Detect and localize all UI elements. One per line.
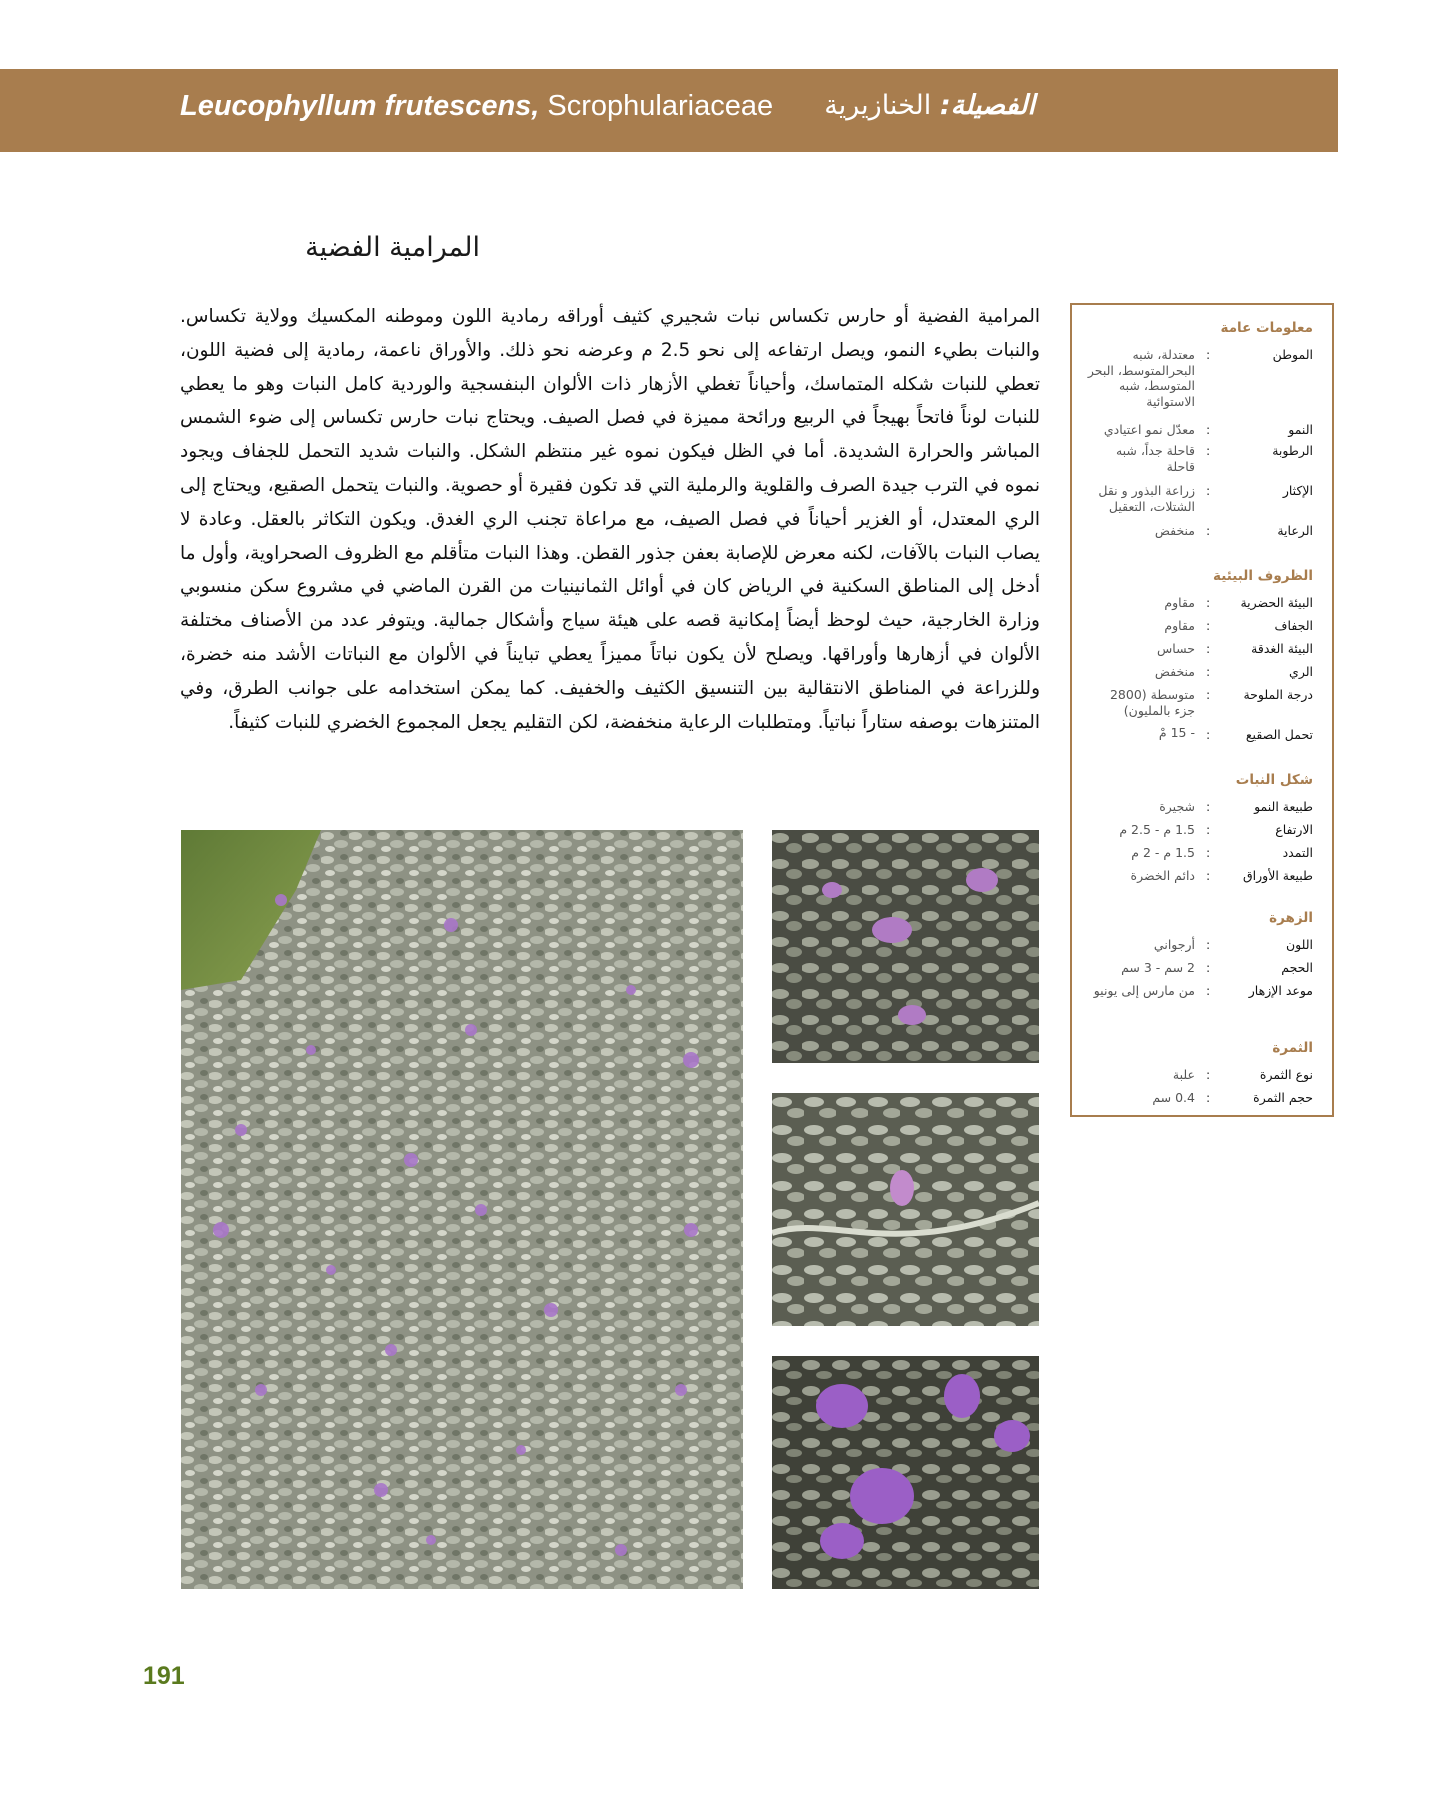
- info-value: قاحلة جداً، شبه قاحلة: [1115, 443, 1195, 474]
- info-colon: :: [1206, 483, 1211, 498]
- section-form-title: شكل النبات: [1235, 772, 1313, 788]
- info-colon: :: [1206, 641, 1211, 656]
- info-value: منخفض: [1154, 523, 1195, 538]
- info-value: 1.5 م - 2 م: [1131, 845, 1195, 860]
- info-value: حساس: [1157, 641, 1195, 656]
- info-colon: :: [1206, 595, 1211, 610]
- info-label: درجة الملوحة: [1243, 687, 1313, 702]
- photo-shrub-large: [181, 830, 743, 1589]
- info-colon: :: [1206, 799, 1211, 814]
- section-general-title: معلومات عامة: [1220, 320, 1313, 336]
- info-value: علبة: [1172, 1067, 1195, 1082]
- section-flower-title: الزهرة: [1269, 910, 1313, 926]
- info-value: شجيرة: [1159, 799, 1195, 814]
- info-value: - 15 مْ: [1158, 725, 1195, 740]
- scientific-name: Leucophyllum frutescens,: [180, 90, 540, 122]
- description-paragraph: المرامية الفضية أو حارس تكساس نبات شجيري كثيف أوراقه رمادية اللون وموطنه المكسيك وولاية تكساس. والنبات بطيء النمو، ويصل ارتفاعه إلى نحو 2.5 م وعرضه نحو ذلك. والأوراق ناعمة، رمادية إلى فضية اللون، تعطي للنبات شكله المتماسك، وأحياناً تغطي الأزهار ذات الألوان البنفسجية والوردية كامل النبات وهو ما يعطي للنبات لوناً فاتحاً بهيجاً في الربيع ورائحة مميزة في فصل الصيف. ويحتاج نبات حارس تكساس إلى ضوء الشمس المباشر والحرارة الشديدة. أما في الظل فيكون نموه غير منتظم الشكل. والنبات شديد التحمل للجفاف ويجود نموه في الترب جيدة الصرف والقلوية والرملية التي قد تكون فقيرة أو حصوية. والنبات يتحمل الصقيع، ويحتاج إلى الري المعتدل، أو الغزير أحياناً في فصل الصيف، مع مراعاة تجنب الري الغدق. ويكون التكاثر بالعقل. وعادة لا يصاب النبات بالآفات، لكنه معرض للإصابة بعفن جذور القطن. وهذا النبات متأقلم مع الظروف الصحراوية، وأول ما أدخل إلى المناطق السكنية في الرياض كان في أوائل الثمانينيات من القرن الماضي في مشروع سكن منسوبي وزارة الخارجية، حيث لوحظ أيضاً إمكانية قصه على هيئة سياج وأشكال جمالية. ويتوفر عدد من الأصناف مختلفة الألوان في أزهارها وأوراقها. ويصلح لأن يكون نباتاً مميزاً يعطي تبايناً في الألوان مع النباتات الأشد منه خضرة، وللزراعة في المناطق الانتقالية بين التنسيق الكثيف والخفيف. كما يمكن استخدامه على جوانب الطرق، وفي المتنزهات بوصفه ستاراً نباتياً. ومتطلبات الرعاية منخفضة، لكن التقليم يجعل المجموع الخضري للنبات كثيفاً.: [180, 306, 1040, 733]
- photo-stem-closeup-image: [772, 1093, 1039, 1326]
- photo-flowers-closeup-1-image: [772, 830, 1039, 1063]
- info-label: التمدد: [1282, 845, 1313, 860]
- photo-flowers-closeup-1: [772, 830, 1039, 1063]
- info-label: الارتفاع: [1275, 822, 1313, 837]
- info-label: اللون: [1285, 937, 1313, 952]
- info-value: معتدلة، شبه البحرالمتوسط، البحر المتوسط، شبه الاستوائية: [1087, 347, 1195, 409]
- info-colon: :: [1206, 868, 1211, 883]
- info-colon: :: [1206, 845, 1211, 860]
- info-value: من مارس إلى يونيو: [1093, 983, 1195, 998]
- photo-stem-closeup: [772, 1093, 1039, 1326]
- info-value: أرجواني: [1153, 937, 1195, 952]
- photo-shrub-large-image: [181, 830, 743, 1589]
- info-value: معدّل نمو اعتيادي: [1103, 422, 1195, 437]
- header-family-arabic: [800, 90, 1035, 121]
- info-value: زراعة البذور و نقل الشتلات، التعقيل: [1098, 483, 1195, 514]
- photo-flowers-closeup-2-image: [772, 1356, 1039, 1589]
- header-latin-name: [180, 90, 773, 123]
- info-colon: :: [1206, 822, 1211, 837]
- section-fruit-title: الثمرة: [1272, 1040, 1313, 1056]
- info-label: الجفاف: [1274, 618, 1313, 633]
- info-value: دائم الخضرة: [1130, 868, 1195, 883]
- info-colon: :: [1206, 422, 1211, 437]
- info-label: حجم الثمرة: [1253, 1090, 1313, 1105]
- info-value: 1.5 م - 2.5 م: [1119, 822, 1195, 837]
- info-label: البيئة الغدقة: [1251, 641, 1313, 656]
- section-environment-title: الظروف البيئية: [1213, 568, 1313, 584]
- info-value: 0.4 سم: [1152, 1090, 1195, 1105]
- info-label: الإكثار: [1282, 483, 1313, 498]
- info-colon: :: [1206, 523, 1211, 538]
- info-value: مقاوم: [1164, 595, 1195, 610]
- info-colon: :: [1206, 1067, 1211, 1082]
- info-colon: :: [1206, 983, 1211, 998]
- photo-flowers-closeup-2: [772, 1356, 1039, 1589]
- info-box: [1070, 303, 1334, 1117]
- info-label: تحمل الصقيع: [1245, 727, 1313, 742]
- info-label: النمو: [1288, 422, 1313, 437]
- info-colon: :: [1206, 687, 1211, 702]
- info-colon: :: [1206, 937, 1211, 952]
- info-label: طبيعة النمو: [1254, 799, 1313, 814]
- info-label: الموطن: [1272, 347, 1313, 362]
- info-colon: :: [1206, 618, 1211, 633]
- info-colon: :: [1206, 664, 1211, 679]
- info-colon: :: [1206, 443, 1211, 458]
- info-label: الرعاية: [1277, 523, 1313, 538]
- family-latin: Scrophulariaceae: [547, 90, 774, 122]
- info-label: نوع الثمرة: [1259, 1067, 1313, 1082]
- info-label: موعد الإزهار: [1248, 983, 1313, 998]
- family-label: الفصيلة:: [939, 90, 1035, 121]
- family-arabic: الخنازيرية: [824, 90, 932, 121]
- info-label: الري: [1289, 664, 1313, 679]
- info-value: منخفض: [1154, 664, 1195, 679]
- info-colon: :: [1206, 727, 1211, 742]
- info-value: مقاوم: [1164, 618, 1195, 633]
- page-number: 191: [143, 1662, 185, 1690]
- info-label: الحجم: [1281, 960, 1313, 975]
- info-colon: :: [1206, 1090, 1211, 1105]
- info-label: الرطوبة: [1272, 443, 1313, 458]
- info-label: طبيعة الأوراق: [1242, 868, 1313, 883]
- info-label: البيئة الحضرية: [1240, 595, 1313, 610]
- page-title: المرامية الفضية: [305, 232, 480, 263]
- info-value: متوسطة (2800 جزء بالمليون): [1109, 687, 1195, 718]
- info-colon: :: [1206, 347, 1211, 362]
- info-value: 2 سم - 3 سم: [1121, 960, 1195, 975]
- info-colon: :: [1206, 960, 1211, 975]
